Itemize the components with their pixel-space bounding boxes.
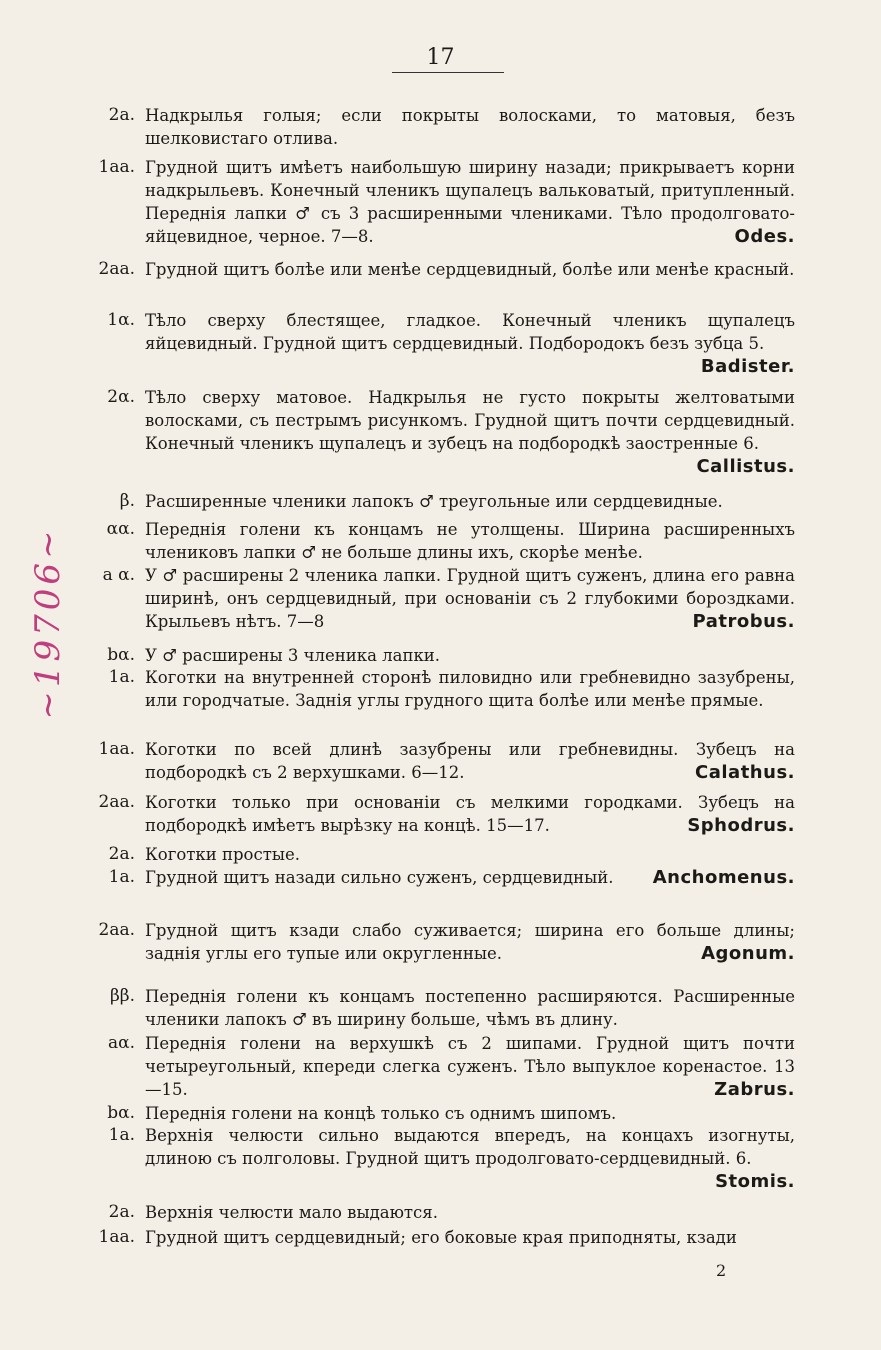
entry-label: 2aa. — [98, 920, 135, 940]
genus-name: Odes. — [734, 226, 795, 247]
genus-name: Agonum. — [701, 943, 795, 964]
entry-text-block — [145, 258, 795, 281]
margin-note-text: ~19706~ — [28, 526, 68, 720]
entry-text-block — [145, 1102, 795, 1125]
entry-label: 2a. — [108, 1202, 135, 1222]
header-rule — [392, 72, 504, 73]
entry-text: Грудной щитъ назади сильно суженъ, сердцевидный. — [145, 868, 614, 887]
entry-text: Надкрылья голыя; если покрыты волосками, то матовыя, безъ шелковистаго отлива. — [145, 106, 795, 148]
entry-text: Грудной щитъ сердцевидный; его боковые края приподняты, кзади — [145, 1228, 737, 1247]
genus-name: Zabrus. — [714, 1079, 795, 1100]
entry-text-block — [145, 309, 795, 378]
entry-label: αα. — [106, 519, 135, 539]
entry-label: 1a. — [108, 867, 135, 887]
entry-text-block — [145, 1032, 795, 1101]
entry-label: β. — [119, 491, 135, 511]
entry-text-block — [145, 738, 795, 784]
entry-text-block — [145, 919, 795, 965]
entry-text-block — [145, 386, 795, 478]
entry-text: Верхнія челюсти сильно выдаются впередъ, на концахъ изогнуты, длиною съ полголовы. Грудной щитъ продолговато-сердцевидный. 6. — [145, 1126, 795, 1168]
entry-text-block — [145, 564, 795, 633]
entry-text: Переднія голени къ концамъ постепенно расширяются. Расширенные членики лапокъ ♂ въ ширину больше, чѣмъ въ длину. — [145, 987, 795, 1029]
entry-text: У ♂ расширены 2 членика лапки. Грудной щитъ суженъ, длина его равна ширинѣ, онъ сердцевидный, при основаніи съ 2 глубокими бороздками. Крыльевъ нѣтъ. 7—8 — [145, 566, 795, 631]
entry-label: 2aa. — [98, 259, 135, 279]
entry-text: Переднія голени на концѣ только съ однимъ шипомъ. — [145, 1104, 617, 1123]
entry-text: Грудной щитъ болѣе или менѣе сердцевидный, болѣе или менѣе красный. — [145, 260, 795, 279]
genus-name: Calathus. — [695, 762, 795, 783]
entry-text-block — [145, 104, 795, 150]
entry-label: 1α. — [107, 310, 135, 330]
genus-name: Anchomenus. — [652, 867, 795, 888]
entry-text: Коготки по всей длинѣ зазубрены или гребневидны. Зубецъ на подбородкѣ съ 2 верхушками. 6—12. — [145, 740, 795, 782]
entry-text-block — [145, 866, 795, 889]
genus-name: Badister. — [700, 356, 795, 377]
entry-label: bα. — [107, 645, 135, 665]
entry-label: 1aa. — [98, 157, 135, 177]
page-number: 17 — [426, 45, 455, 70]
entry-text: Расширенные членики лапокъ ♂ треугольные или сердцевидные. — [145, 492, 723, 511]
entry-text-block — [145, 843, 795, 866]
entry-label: 1aa. — [98, 739, 135, 759]
entry-label: ββ. — [109, 986, 135, 1006]
entry-text: Верхнія челюсти мало выдаются. — [145, 1203, 438, 1222]
genus-name: Stomis. — [715, 1171, 795, 1192]
entry-label: 1aa. — [98, 1227, 135, 1247]
entry-text: Переднія голени къ концамъ не утолщены. Ширина расширенныхъ члениковъ лапки ♂ не больше длины ихъ, скорѣе менѣе. — [145, 520, 795, 562]
entry-label: aα. — [107, 1033, 135, 1053]
entry-label: 1a. — [108, 667, 135, 687]
entry-text-block — [145, 644, 795, 667]
genus-name: Callistus. — [696, 456, 795, 477]
entry-text: Тѣло сверху блестящее, гладкое. Конечный членикъ щупалецъ яйцевидный. Грудной щитъ сердцевидный. Подбородокъ безъ зубца 5. — [145, 311, 795, 353]
entry-text-block — [145, 791, 795, 837]
entry-text-block — [145, 666, 795, 712]
entry-text-block — [145, 985, 795, 1031]
entry-label: 1a. — [108, 1125, 135, 1145]
entry-text: Переднія голени на верхушкѣ съ 2 шипами. Грудной щитъ почти четыреугольный, кпереди слегка суженъ. Тѣло выпуклое коренастое. 13—15. — [145, 1034, 795, 1099]
entry-label: 2a. — [108, 105, 135, 125]
sheet-number: 2 — [716, 1261, 727, 1280]
entry-text: Коготки на внутренней сторонѣ пиловидно или гребневидно зазубрены, или городчатые. Заднія углы грудного щита болѣе или менѣе прямые. — [145, 668, 795, 710]
genus-name: Sphodrus. — [687, 815, 795, 836]
entry-label: 2α. — [107, 387, 135, 407]
entry-text: Коготки простые. — [145, 845, 300, 864]
entry-label: 2aa. — [98, 792, 135, 812]
genus-name: Patrobus. — [692, 611, 795, 632]
entry-text-block — [145, 156, 795, 248]
entry-text: Тѣло сверху матовое. Надкрылья не густо покрыты желтоватыми волосками, съ пестрымъ рисункомъ. Грудной щитъ почти сердцевидный. Конечный членикъ щупалецъ и зубецъ на подбородкѣ заостренные 6. — [145, 388, 795, 453]
entry-text-block — [145, 1124, 795, 1193]
entry-text: Грудной щитъ кзади слабо суживается; ширина его больше длины; заднія углы его тупые или округленные. — [145, 921, 795, 963]
entry-text: Грудной щитъ имѣетъ наибольшую ширину назади; прикрываетъ корни надкрыльевъ. Конечный членикъ щупалецъ вальковатый, притупленный. Переднія лапки ♂ съ 3 расширенными члениками. Тѣло продолговато-яйцевидное, черное. 7—8. — [145, 158, 795, 246]
entry-label: a α. — [102, 565, 135, 585]
entry-label: 2a. — [108, 844, 135, 864]
entry-text: У ♂ расширены 3 членика лапки. — [145, 646, 441, 665]
entry-text-block — [145, 518, 795, 564]
entry-text: Коготки только при основаніи съ мелкими городками. Зубецъ на подбородкѣ имѣетъ вырѣзку на концѣ. 15—17. — [145, 793, 795, 835]
entry-text-block — [145, 1226, 795, 1249]
entry-text-block — [145, 490, 795, 513]
entry-text-block — [145, 1201, 795, 1224]
entry-label: bα. — [107, 1103, 135, 1123]
